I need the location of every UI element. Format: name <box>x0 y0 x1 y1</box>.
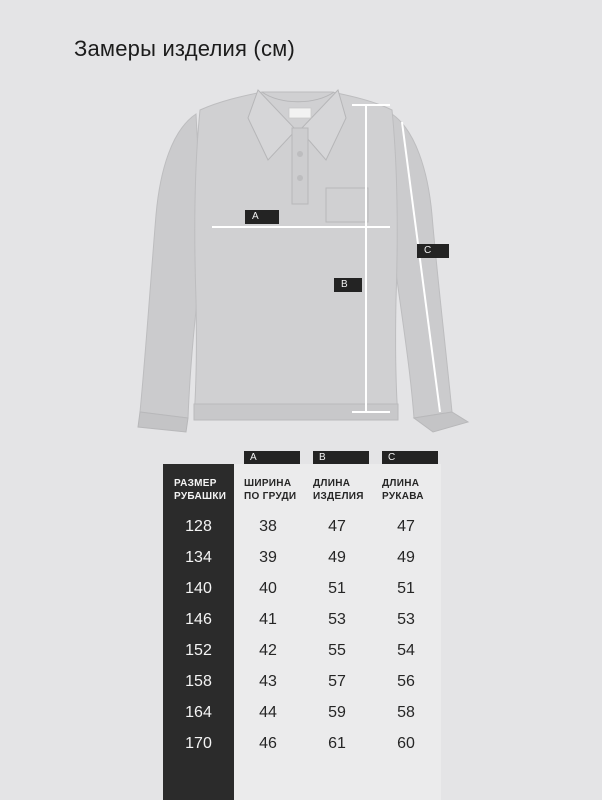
sleeve-cell: 51 <box>397 580 415 597</box>
column-letter-c: C <box>382 451 438 465</box>
chest-cell: 43 <box>259 673 277 690</box>
length-cell: 57 <box>328 673 346 690</box>
length-cell: 51 <box>328 580 346 597</box>
chest-cell: 41 <box>259 611 277 628</box>
sleeve-cell: 56 <box>397 673 415 690</box>
chest-cell: 46 <box>259 735 277 752</box>
chest-cell: 40 <box>259 580 277 597</box>
length-cell: 59 <box>328 704 346 721</box>
label-c-tag: C <box>417 244 449 258</box>
label-a-tag: A <box>245 210 279 224</box>
size-cell: 170 <box>185 735 212 752</box>
column-letter-b: B <box>313 451 369 465</box>
sleeve-cell: 60 <box>397 735 415 752</box>
length-cell: 49 <box>328 549 346 566</box>
length-cell: 55 <box>328 642 346 659</box>
chest-cell: 44 <box>259 704 277 721</box>
length-cell: 47 <box>328 518 346 535</box>
chest-cell: 39 <box>259 549 277 566</box>
column-letter-a: A <box>244 451 300 465</box>
length-cell: 53 <box>328 611 346 628</box>
length-cell: 61 <box>328 735 346 752</box>
sleeve-cell: 49 <box>397 549 415 566</box>
size-cell: 128 <box>185 518 212 535</box>
sleeve-cell: 58 <box>397 704 415 721</box>
size-cell: 140 <box>185 580 212 597</box>
size-cell: 134 <box>185 549 212 566</box>
size-cell: 152 <box>185 642 212 659</box>
sleeve-cell: 53 <box>397 611 415 628</box>
size-cell: 164 <box>185 704 212 721</box>
page-title: Замеры изделия (см) <box>74 36 296 61</box>
size-cell: 146 <box>185 611 212 628</box>
label-b-tag: B <box>334 278 362 292</box>
sleeve-header: ДЛИНА РУКАВА <box>382 478 424 502</box>
sleeve-cell: 54 <box>397 642 415 659</box>
chest-cell: 38 <box>259 518 277 535</box>
length-header: ДЛИНА ИЗДЕЛИЯ <box>313 478 364 502</box>
size-header: РАЗМЕР РУБАШКИ <box>174 478 227 502</box>
chest-cell: 42 <box>259 642 277 659</box>
chest-header: ШИРИНА ПО ГРУДИ <box>244 478 297 502</box>
size-cell: 158 <box>185 673 212 690</box>
sleeve-cell: 47 <box>397 518 415 535</box>
